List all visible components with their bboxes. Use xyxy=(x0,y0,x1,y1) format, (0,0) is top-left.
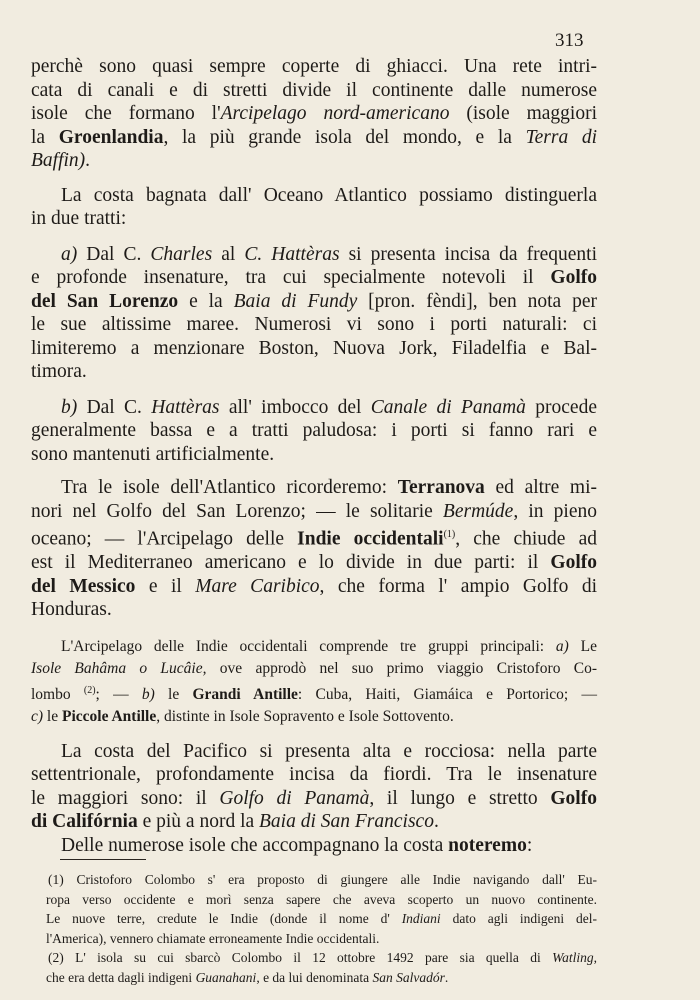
italic-term: Baffin) xyxy=(31,150,86,171)
page-number: 313 xyxy=(555,30,584,51)
bold-term: Golfo xyxy=(550,267,597,288)
text-line xyxy=(46,870,597,890)
text-line xyxy=(31,523,597,551)
text-line xyxy=(31,476,597,500)
footnote-separator xyxy=(60,859,146,860)
text-line xyxy=(31,266,597,290)
text-span: limiteremo a menzionare Boston, Nuova Jork, Filadelfia e Bal- xyxy=(31,337,597,359)
main-text xyxy=(31,55,597,857)
italic-term: Terra di xyxy=(525,126,598,148)
text-line xyxy=(31,337,597,361)
text-span: isole che formano l' xyxy=(31,103,221,124)
paragraph-isole-atlantico xyxy=(31,476,597,622)
text-span: , in pieno xyxy=(513,500,597,522)
text-span: , xyxy=(593,950,597,965)
text-line xyxy=(31,598,597,622)
text-span: Le nuove terre, credute le Indie (donde il nome d' xyxy=(46,911,402,926)
text-span: e il xyxy=(135,575,196,597)
text-span: la xyxy=(31,126,59,148)
text-line xyxy=(31,184,597,208)
text-span: Dal C. xyxy=(77,243,151,265)
text-span: l'America), vennero chiamate erroneamente Indie occidentali. xyxy=(46,930,380,946)
italic-term: C. Hattèras xyxy=(244,243,340,265)
text-span: (isole maggiori xyxy=(449,103,597,124)
text-line xyxy=(46,968,597,988)
text-line xyxy=(31,636,597,658)
text-span: oceano; — l'Arcipelago delle xyxy=(31,528,298,550)
text-span: est il Mediterraneo americano e lo divide in due parti: il xyxy=(31,552,551,573)
text-span: le xyxy=(154,685,193,703)
text-line xyxy=(31,443,597,467)
text-line xyxy=(31,763,597,787)
footnote-1 xyxy=(46,870,597,948)
text-span: si presenta incisa da frequenti xyxy=(339,243,598,265)
italic-term: Indiani xyxy=(401,911,441,926)
text-span: . xyxy=(433,811,439,833)
bold-term: del Messico xyxy=(31,575,136,597)
italic-term: Hattèras xyxy=(151,396,220,418)
text-span: , che forma l' ampio Golfo di xyxy=(319,575,597,597)
text-line xyxy=(31,740,597,764)
text-span: , il lungo e stretto xyxy=(369,787,551,809)
text-span: : xyxy=(526,834,533,856)
italic-term: Baia di Fundy xyxy=(233,290,358,312)
text-span: e la xyxy=(178,290,234,312)
text-line xyxy=(31,658,597,680)
text-line xyxy=(31,79,597,103)
text-span: L'Arcipelago delle Indie occidentali comprende tre gruppi principali: xyxy=(61,637,556,655)
text-span: [pron. fèndi], ben nota per xyxy=(357,290,597,312)
text-span: Tra le isole dell'Atlantico ricorderemo: xyxy=(61,477,398,498)
text-span: procede xyxy=(525,396,597,418)
text-line xyxy=(31,810,597,834)
text-span: cata di canali e di stretti divide il continente dalle numerose xyxy=(31,79,597,101)
italic-term: Canale di Panamà xyxy=(370,396,526,418)
text-span: : Cuba, Haiti, Giamáica e Portorico; — xyxy=(297,685,597,703)
text-span: che era detta dagli indigeni xyxy=(46,969,196,985)
bold-term: Golfo xyxy=(550,552,597,573)
text-line xyxy=(31,243,597,267)
text-span: , distinte in Isole Sopravento e Isole Sottovento. xyxy=(156,707,454,725)
italic-term: b) xyxy=(141,685,155,703)
text-line xyxy=(31,575,597,599)
text-span: . xyxy=(444,969,449,985)
text-line xyxy=(46,929,597,949)
text-span: dato agli indigeni del- xyxy=(440,911,597,926)
text-line xyxy=(31,834,597,858)
text-line xyxy=(31,419,597,443)
text-span: (1) Cristoforo Colombo s' era proposto di giungere alle Indie navigando dall' Eu- xyxy=(48,872,597,887)
text-span: (2) L' isola su cui sbarcò Colombo il 12 ottobre 1492 pare sia quella di xyxy=(48,950,553,965)
text-span: La costa del Pacifico si presenta alta e rocciosa: nella parte xyxy=(61,740,597,762)
text-span: settentrionale, profondamente incisa da fiordi. Tra le insenature xyxy=(31,764,597,786)
text-span: le xyxy=(43,707,62,725)
text-line xyxy=(31,290,597,314)
text-span: perchè sono quasi sempre coperte di ghiacci. Una rete intri- xyxy=(31,56,597,77)
bold-term: Piccole Antille xyxy=(61,707,157,725)
italic-term: Charles xyxy=(150,243,213,265)
text-line xyxy=(31,102,597,126)
text-line xyxy=(31,55,597,79)
italic-term: Mare Caribico xyxy=(195,575,320,597)
bold-term: del San Lorenzo xyxy=(31,290,179,312)
italic-term: a) xyxy=(555,637,569,655)
italic-term: Arcipelago nord-americano xyxy=(220,103,450,124)
text-span: Le xyxy=(568,637,597,655)
text-span: e più a nord la xyxy=(137,811,260,833)
footnote-2 xyxy=(46,948,597,987)
text-line xyxy=(46,890,597,910)
text-span: lombo xyxy=(31,685,84,703)
text-line xyxy=(31,706,597,728)
bold-term: Indie occidentali xyxy=(297,528,444,550)
text-span: , che chiude ad xyxy=(455,528,597,550)
italic-term: a) xyxy=(61,243,78,265)
bold-term: di Califórnia xyxy=(31,811,138,833)
text-line xyxy=(31,126,597,150)
italic-term: Watling xyxy=(552,950,594,965)
text-span: Delle numerose isole che accompagnano la costa xyxy=(61,834,449,856)
text-line xyxy=(46,909,597,929)
text-span: ; — xyxy=(95,685,142,703)
paragraph-arcipelago xyxy=(31,55,597,173)
italic-term: c) xyxy=(31,707,44,725)
text-line xyxy=(46,948,597,968)
text-span: timora. xyxy=(31,361,87,382)
italic-term: Golfo di Panamà xyxy=(219,787,370,809)
footnote-marker: (1) xyxy=(443,529,456,540)
footnote-marker: (2) xyxy=(83,684,96,696)
text-line xyxy=(31,396,597,420)
text-line xyxy=(31,551,597,575)
paragraph-costa-pacifico xyxy=(31,740,597,834)
text-line xyxy=(31,680,597,706)
paragraph-tratto-a xyxy=(31,243,597,384)
text-span: generalmente bassa e a tratti paludosa: i porti si fanno rari e xyxy=(31,420,597,441)
italic-term: b) xyxy=(61,396,78,418)
paragraph-costa-atlantica xyxy=(31,184,597,231)
footnotes xyxy=(46,870,597,987)
italic-term: Isole Bahâma o Lucâie, xyxy=(31,659,207,677)
bold-term: Terranova xyxy=(397,477,485,498)
text-line xyxy=(31,500,597,524)
text-span: , la più grande isola del mondo, e la xyxy=(163,126,526,148)
small-print-note xyxy=(31,636,597,728)
paragraph-tratto-b xyxy=(31,396,597,467)
paragraph-isole-pacifico xyxy=(31,834,597,858)
italic-term: San Salvadór xyxy=(372,969,445,985)
text-span: nori nel Golfo del San Lorenzo; — le solitarie xyxy=(31,500,443,522)
text-span: La costa bagnata dall' Oceano Atlantico possiamo distinguerla xyxy=(61,184,597,206)
text-span: ropa verso occidente e morì senza sapere che aveva scoperto un nuovo continente. xyxy=(46,891,597,907)
text-line xyxy=(31,360,597,384)
text-span: e profonde insenature, tra cui specialmente notevoli il xyxy=(31,267,551,288)
text-line xyxy=(31,207,597,231)
bold-term: Grandi Antille xyxy=(192,685,298,703)
text-span: ove approdò nel suo primo viaggio Cristoforo Co- xyxy=(206,659,597,677)
text-line xyxy=(31,313,597,337)
italic-term: Bermúde xyxy=(442,500,514,522)
text-span: le maggiori sono: il xyxy=(31,787,220,809)
text-span: Dal C. xyxy=(77,396,152,418)
bold-term: noteremo xyxy=(448,834,527,856)
text-span: al xyxy=(212,243,245,265)
text-span: le sue altissime maree. Numerosi vi sono i porti naturali: ci xyxy=(31,314,597,335)
text-span: in due tratti: xyxy=(31,208,127,229)
italic-term: Guanahani xyxy=(195,969,257,985)
text-line xyxy=(31,787,597,811)
bold-term: Groenlandia xyxy=(58,126,164,148)
text-span: , e da lui denominata xyxy=(256,969,373,985)
text-span: ed altre mi- xyxy=(484,477,598,498)
text-line xyxy=(31,149,597,173)
text-span: sono mantenuti artificialmente. xyxy=(31,443,275,465)
bold-term: Golfo xyxy=(550,787,597,809)
text-span: . xyxy=(85,150,91,171)
text-span: Honduras. xyxy=(31,599,112,620)
italic-term: Baia di San Francisco xyxy=(259,811,434,833)
text-span: all' imbocco del xyxy=(219,396,371,418)
